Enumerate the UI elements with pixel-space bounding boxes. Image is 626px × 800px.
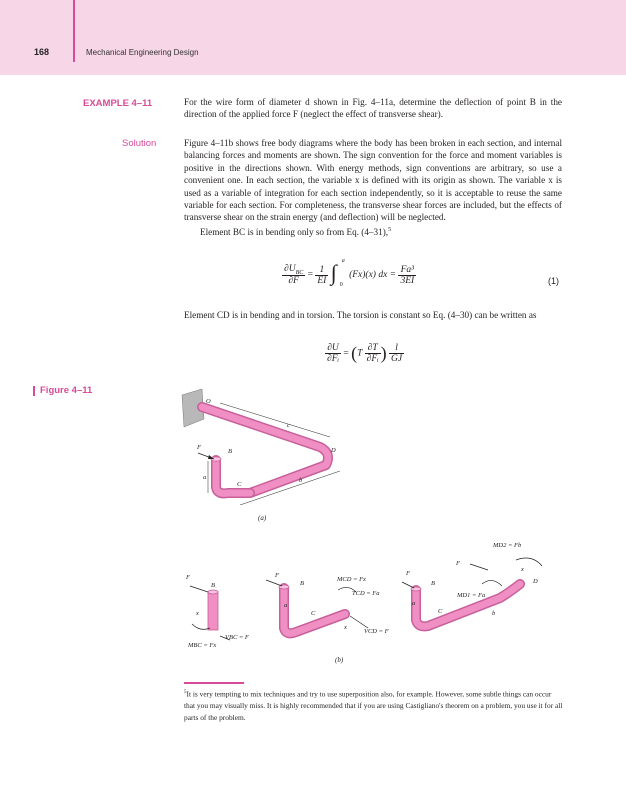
b-label-D3: D [533, 578, 538, 585]
footnote [184, 687, 564, 724]
solution-text [184, 137, 562, 238]
b-label-a3: a [412, 600, 416, 607]
figure-label: Figure 4–11 [40, 385, 93, 396]
caption-b: (b) [335, 656, 344, 664]
label-c: c [287, 422, 290, 429]
example-problem [184, 96, 562, 121]
b-label-MCD: MCD = Fx [337, 576, 366, 583]
footnote-text: It is very tempting to mix techniques and try to use superposition also, for example. However, some subtle things can occur that you may visually miss. It is highly recommended that if you are using Castigliano's theorem on a problem, you use it for all parts of the problem. [184, 689, 563, 723]
eq1-integrand: (Fx)(x) dx = [349, 270, 397, 281]
b3-moment-d1 [482, 580, 502, 586]
problem-text: For the wire form of diameter d shown in Fig. 4–11a, determine the deflection of point B in the direction of the applied force F (neglect the effect of transverse shear). [184, 97, 562, 120]
b1-force [190, 586, 208, 592]
equation-1-number: (1) [548, 276, 559, 286]
equation-2: $\frac{\partial U}{\text{∂Fᵢ}}$ = (T $\frac{\partial T}{\text{∂Fᵢ}}$ ) $\frac{l}{GJ}$ [327, 343, 403, 364]
b-label-C3: C [438, 608, 443, 615]
footnote-mark: 5 [184, 690, 187, 695]
b1-segment [208, 592, 218, 630]
eq1-coef-num: 1 [315, 265, 328, 276]
b-label-VBC: VBC = F [225, 634, 249, 641]
header-rule [73, 0, 75, 62]
b3-force-d [470, 564, 488, 570]
footnote-ref: 5 [388, 226, 392, 233]
b-label-x2: x [344, 624, 347, 631]
eq1-lhs-den: ∂F [288, 276, 299, 287]
caption-a: (a) [258, 514, 267, 522]
figure-label-bar [33, 386, 35, 396]
b-label-F3b: F [456, 560, 460, 567]
wire-leg-outline [216, 460, 250, 493]
eq2-inner-den: ∂Fᵢ [366, 354, 379, 364]
solution-label: Solution [122, 138, 157, 149]
label-B: B [228, 448, 232, 455]
eq1-rhs [398, 265, 416, 286]
b-label-VCD: VCD = F [364, 628, 389, 635]
eq1-coef [315, 265, 328, 286]
b1-end [208, 590, 218, 594]
b3-outline [416, 584, 520, 626]
b2-shear [350, 616, 368, 628]
eq1-rhs-den: 3EI [400, 275, 415, 286]
integral-sign: ∫ a 0 [330, 258, 345, 288]
eq2-lhs [325, 343, 341, 364]
b1-moment [192, 624, 210, 629]
label-D: D [331, 447, 336, 454]
label-a: a [203, 474, 207, 481]
b-label-MBC: MBC = Fx [188, 642, 217, 649]
eq1-coef-den: EI [317, 275, 327, 286]
eq2-rhs-den: GJ [391, 354, 403, 364]
b-label-a2: a [284, 602, 288, 609]
b-label-MD1: MD1 = Fa [457, 592, 486, 599]
label-O: O [206, 398, 211, 405]
label-F: F [197, 444, 201, 451]
solution-para-3-block [184, 309, 562, 321]
b-label-x1: x [196, 610, 199, 617]
solution-para-3: Element CD is in bending and in torsion. The torsion is constant so Eq. (4–30) can be written as [184, 310, 537, 320]
page-number: 168 [34, 47, 50, 57]
eq2-T: T [357, 348, 363, 359]
para2-text: Element BC is in bending only so from Eq. (4–31), [200, 226, 389, 237]
eq2-inner-num: ∂T [365, 343, 381, 354]
figure-b [170, 540, 570, 660]
b3-moment-d2 [516, 558, 542, 566]
b-label-B3: B [431, 580, 435, 587]
b-label-TCD: TCD = Fa [352, 590, 380, 597]
running-title: Mechanical Engineering Design [86, 48, 199, 57]
header-band [0, 0, 626, 75]
label-C: C [237, 481, 242, 488]
equation-1: $\frac{\partial U_{BC}}{\partial F}$ = $\frac{1}{EI}$ ∫ a 0 (Fx)(x) dx = $\frac{\text{Fa³}}{3EI}$ [284, 258, 415, 288]
b-label-F1: F [186, 574, 190, 581]
b3-force [402, 582, 414, 588]
b-label-F3: F [406, 570, 410, 577]
eq2-lhs-num: ∂U [325, 343, 341, 354]
eq2-rhs-num: l [389, 343, 404, 354]
eq2-inner [365, 343, 381, 364]
int-lower: 0 [339, 282, 343, 288]
eq2-rhs [389, 343, 404, 364]
b-label-B2: B [300, 580, 304, 587]
solution-para-1: Figure 4–11b shows free body diagrams where the body has been broken in each section, and internal balancing forces and moments are shown. The sign convention for the force and moment variables is positive in the directions shown. With energy methods, sign conventions are arbitrary, so use a convenient one. In each section, the variable x is defined with its origin as shown. The variable x is used as a variable of integration for each section independently, so it is acceptable to reuse the same variable for each section. For completeness, the transverse shear forces are included, but the effects of transverse shear on the strain energy (and deflection) will be neglected. [184, 138, 562, 223]
solution-para-2 [184, 224, 562, 238]
b-label-MD2: MD2 = Fb [493, 542, 522, 549]
eq2-lhs-den: ∂Fᵢ [327, 354, 340, 364]
eq1-lhs-num: ∂U [284, 263, 296, 274]
example-label: EXAMPLE 4–11 [83, 98, 153, 109]
b-label-B1: B [211, 582, 215, 589]
int-upper: a [341, 258, 345, 264]
footnote-rule [184, 682, 244, 684]
label-b: b [299, 477, 303, 484]
b2-force [266, 580, 282, 586]
eq1-rhs-num: Fa³ [398, 265, 416, 276]
eq1-lhs-sub: BC [295, 269, 304, 276]
eq1-lhs [282, 264, 305, 287]
b-label-F2: F [275, 572, 279, 579]
b-label-C2: C [311, 610, 316, 617]
b-label-b3: b [492, 610, 496, 617]
b-label-x3: x [521, 566, 524, 573]
